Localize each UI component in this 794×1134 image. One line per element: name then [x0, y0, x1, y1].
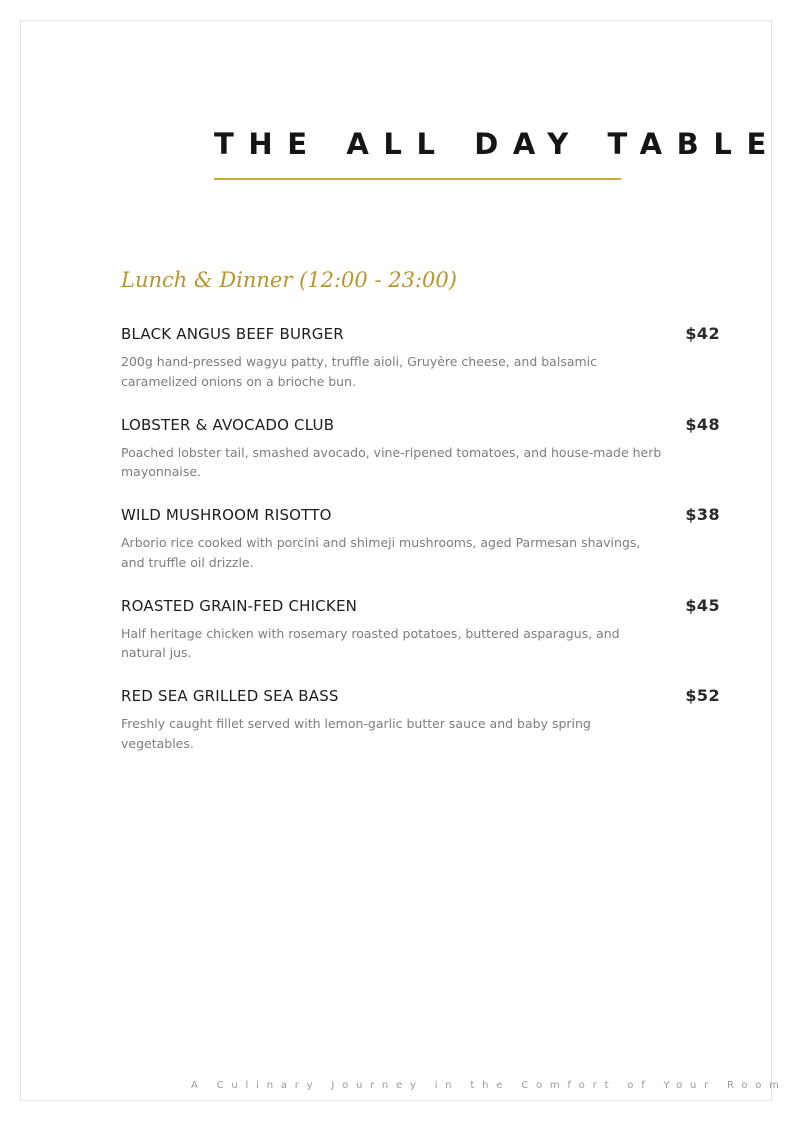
title-underline — [214, 178, 621, 180]
item-description: Freshly caught fillet served with lemon-garlic butter sauce and baby spring vegetables. — [121, 716, 591, 751]
menu-item-risotto — [121, 505, 721, 596]
section-title: Lunch & Dinner (12:00 - 23:00) — [121, 268, 457, 292]
menu-title: THE ALL DAY TABLE — [214, 127, 781, 161]
item-price: $42 — [685, 324, 720, 343]
item-description: Half heritage chicken with rosemary roasted potatoes, buttered asparagus, and natural jus. — [121, 625, 620, 660]
footer-tagline: A Culinary Journey in the Comfort of Your Room — [191, 1080, 787, 1091]
item-name: RED SEA GRILLED SEA BASS — [121, 687, 339, 705]
menu-item-lobster-club — [121, 415, 721, 506]
item-price: $45 — [685, 595, 720, 615]
item-description: Poached lobster tail, smashed avocado, vine-ripened tomatoes, and house-made herb mayonnaise. — [121, 444, 662, 479]
item-description: 200g hand-pressed wagyu patty, truffle aioli, Gruyère cheese, and balsamic caramelized onions on a brioche bun. — [121, 354, 598, 389]
menu-list — [121, 324, 721, 777]
item-description: Arborio rice cooked with porcini and shimeji mushrooms, aged Parmesan shavings, and truffle oil drizzle. — [121, 535, 641, 570]
menu-item-sea-bass — [121, 686, 721, 777]
menu-item-chicken — [121, 596, 721, 687]
item-price: $48 — [685, 414, 720, 434]
item-name: BLACK ANGUS BEEF BURGER — [121, 325, 344, 343]
item-price: $38 — [685, 505, 720, 524]
item-name: ROASTED GRAIN-FED CHICKEN — [121, 596, 358, 615]
item-name: LOBSTER & AVOCADO CLUB — [121, 415, 335, 434]
item-name: WILD MUSHROOM RISOTTO — [121, 506, 332, 524]
item-price: $52 — [685, 686, 720, 705]
menu-page — [20, 20, 787, 1101]
menu-item-burger — [121, 324, 721, 415]
